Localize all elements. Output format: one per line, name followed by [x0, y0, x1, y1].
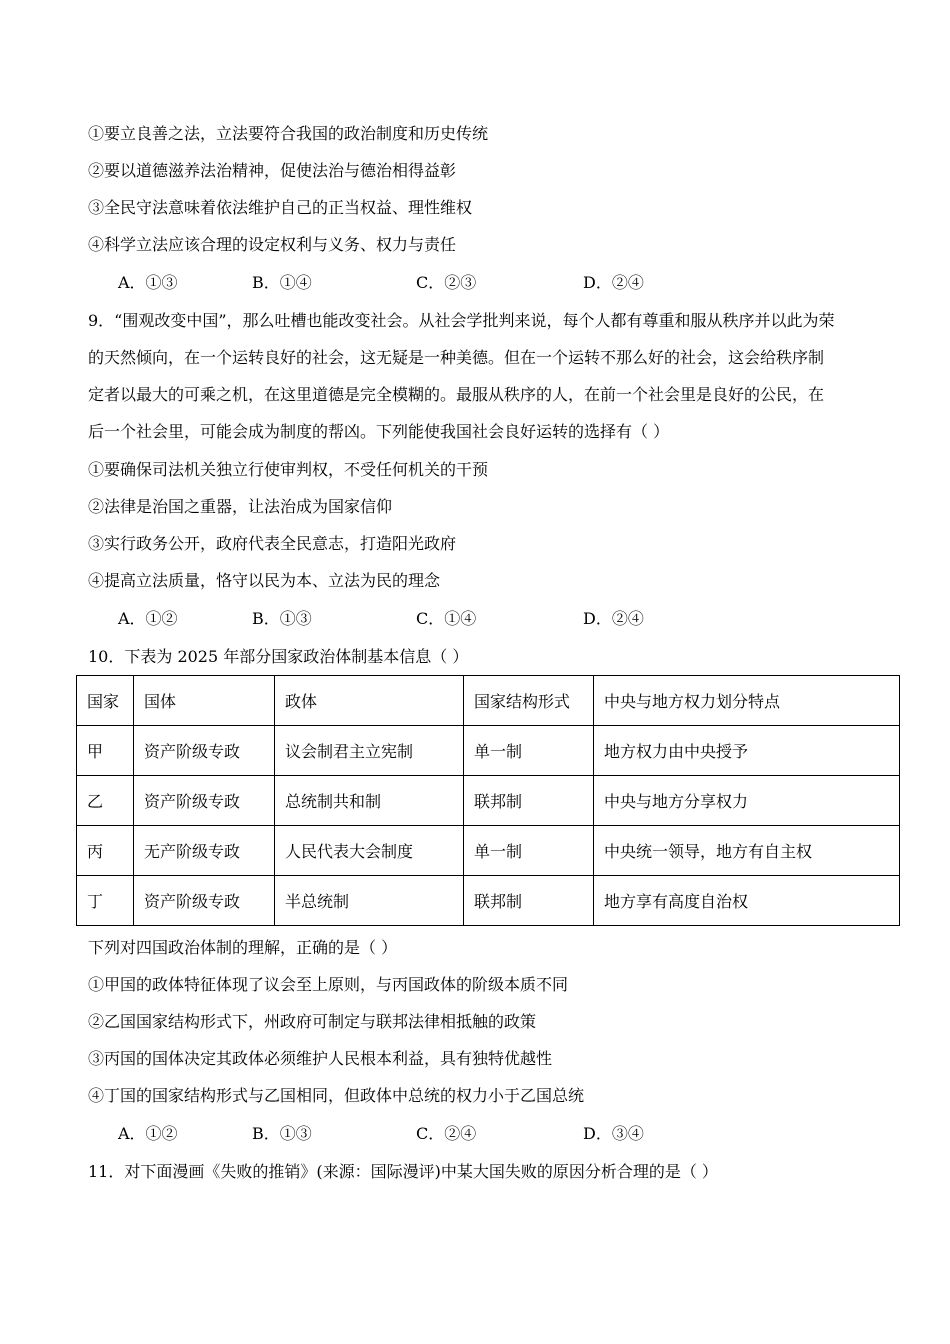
q9-statement-1: ①要确保司法机关独立行使审判权，不受任何机关的干预 [88, 460, 489, 479]
table-cell: 中央与地方分享权力 [594, 776, 900, 826]
table-cell: 人民代表大会制度 [275, 826, 464, 876]
table-header-row [77, 676, 900, 726]
q10-statement-4: ④丁国的国家结构形式与乙国相同，但政体中总统的权力小于乙国总统 [88, 1086, 585, 1105]
table-cell: 议会制君主立宪制 [275, 726, 464, 776]
q10-stem: 10．下表为 2025 年部分国家政治体制基本信息（ ） [88, 647, 469, 666]
q9-option-d[interactable]: D．②④ [583, 609, 644, 628]
q9-statement-2: ②法律是治国之重器，让法治成为国家信仰 [88, 497, 393, 516]
table-cell: 地方享有高度自治权 [594, 876, 900, 926]
table-row [77, 776, 900, 826]
q10-statement-1: ①甲国的政体特征体现了议会至上原则，与丙国政体的阶级本质不同 [88, 975, 569, 994]
table-cell: 单一制 [464, 826, 594, 876]
q9-statement-3: ③实行政务公开，政府代表全民意志，打造阳光政府 [88, 534, 457, 553]
table-header-cell: 国家结构形式 [464, 676, 594, 726]
table-row [77, 876, 900, 926]
q9-statement-4: ④提高立法质量，恪守以民为本、立法为民的理念 [88, 571, 441, 590]
table-header-cell: 中央与地方权力划分特点 [594, 676, 900, 726]
table-cell: 资产阶级专政 [134, 876, 275, 926]
table-cell: 半总统制 [275, 876, 464, 926]
q8-option-d[interactable]: D．②④ [583, 273, 644, 292]
q10-option-c[interactable]: C．②④ [416, 1124, 477, 1143]
q8-statement-2: ②要以道德滋养法治精神，促使法治与德治相得益彰 [88, 161, 457, 180]
q9-stem-line-3: 定者以最大的可乘之机，在这里道德是完全模糊的。最服从秩序的人，在前一个社会里是良好的公民，在 [88, 385, 825, 404]
q10-statement-2: ②乙国国家结构形式下，州政府可制定与联邦法律相抵触的政策 [88, 1012, 537, 1031]
table-cell: 中央统一领导，地方有自主权 [594, 826, 900, 876]
q10-option-a[interactable]: A．①② [118, 1124, 178, 1143]
political-system-table [76, 675, 900, 926]
q9-option-a[interactable]: A．①② [118, 609, 178, 628]
q11-stem: 11．对下面漫画《失败的推销》(来源：国际漫评)中某大国失败的原因分析合理的是（ ） [88, 1162, 718, 1181]
table-cell: 单一制 [464, 726, 594, 776]
q9-stem-line-1: 9．“围观改变中国”，那么吐槽也能改变社会。从社会学批判来说，每个人都有尊重和服从秩序并以此为荣 [88, 311, 835, 330]
q10-option-d[interactable]: D．③④ [583, 1124, 644, 1143]
table-cell: 无产阶级专政 [134, 826, 275, 876]
table-cell: 总统制共和制 [275, 776, 464, 826]
q8-option-b[interactable]: B．①④ [252, 273, 312, 292]
table-header-cell: 国家 [77, 676, 134, 726]
table-cell: 甲 [77, 726, 134, 776]
table-row [77, 826, 900, 876]
table-cell: 资产阶级专政 [134, 776, 275, 826]
table-cell: 丁 [77, 876, 134, 926]
table-row [77, 726, 900, 776]
q10-option-b[interactable]: B．①③ [252, 1124, 312, 1143]
table-cell: 地方权力由中央授予 [594, 726, 900, 776]
q8-statement-1: ①要立良善之法，立法要符合我国的政治制度和历史传统 [88, 124, 489, 143]
table-cell: 资产阶级专政 [134, 726, 275, 776]
table-cell: 联邦制 [464, 876, 594, 926]
q10-statement-3: ③丙国的国体决定其政体必须维护人民根本利益，具有独特优越性 [88, 1049, 553, 1068]
q9-option-c[interactable]: C．①④ [416, 609, 477, 628]
q8-statement-4: ④科学立法应该合理的设定权利与义务、权力与责任 [88, 235, 457, 254]
table-header-cell: 国体 [134, 676, 275, 726]
q8-statement-3: ③全民守法意味着依法维护自己的正当权益、理性维权 [88, 198, 473, 217]
q9-stem-line-4: 后一个社会里，可能会成为制度的帮凶。下列能使我国社会良好运转的选择有（ ） [88, 422, 670, 441]
q9-stem-line-2: 的天然倾向，在一个运转良好的社会，这无疑是一种美德。但在一个运转不那么好的社会，这会给秩序制 [88, 348, 825, 367]
table-cell: 丙 [77, 826, 134, 876]
q10-question: 下列对四国政治体制的理解，正确的是（ ） [88, 938, 398, 957]
table-cell: 乙 [77, 776, 134, 826]
q8-option-c[interactable]: C．②③ [416, 273, 477, 292]
q9-option-b[interactable]: B．①③ [252, 609, 312, 628]
q8-option-a[interactable]: A．①③ [118, 273, 178, 292]
table-cell: 联邦制 [464, 776, 594, 826]
table-header-cell: 政体 [275, 676, 464, 726]
